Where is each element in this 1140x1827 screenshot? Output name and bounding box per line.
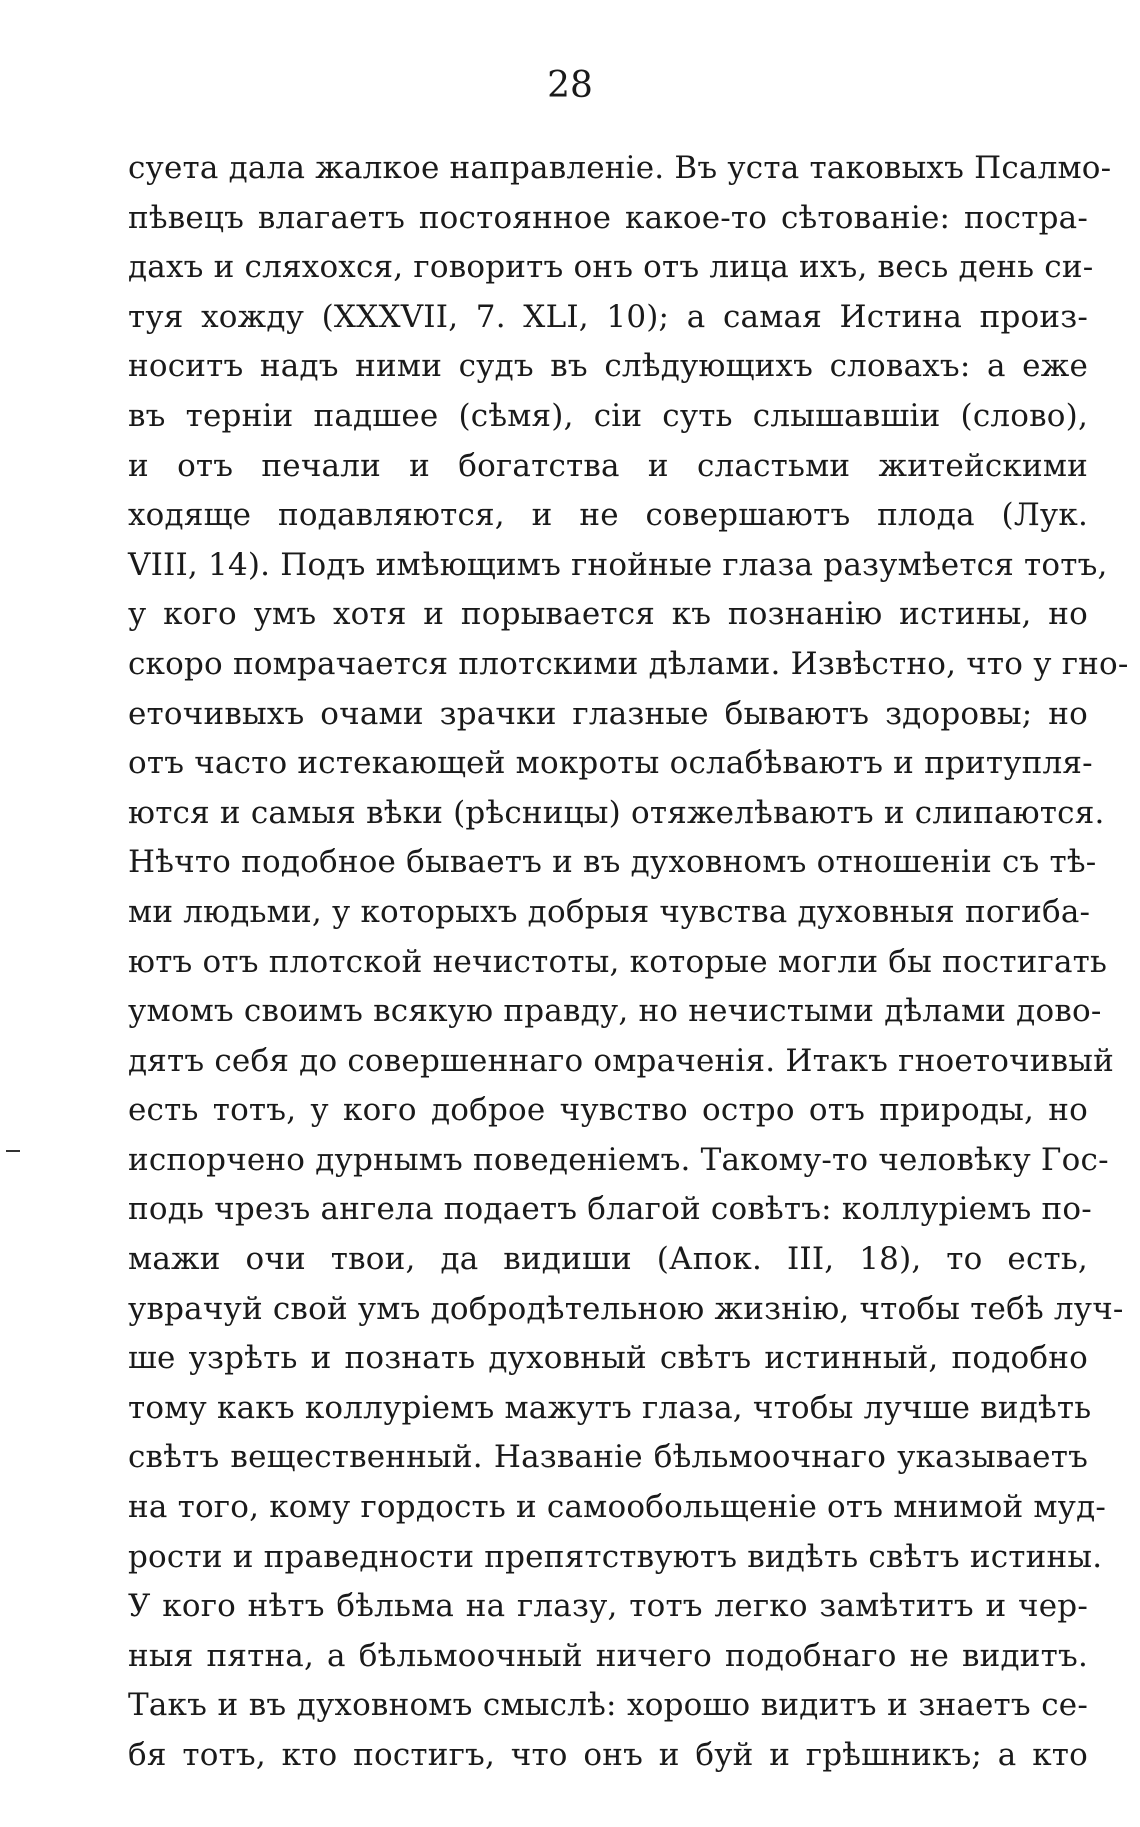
text-line: отъ часто истекающей мокроты ослабѣваютъ и притупля- — [128, 745, 1093, 782]
page-number: 28 — [547, 65, 593, 106]
text-line: еточивыхъ очами зрачки глазные бываютъ здоровы; но — [128, 695, 1088, 732]
text-line: свѣтъ вещественный. Названіе бѣльмоочнаго указываетъ — [128, 1439, 1088, 1476]
text-line: дятъ себя до совершеннаго омраченія. Итакъ гноеточивый — [128, 1042, 1115, 1079]
text-line: рости и праведности препятствуютъ видѣть свѣтъ истины. — [128, 1538, 1103, 1575]
text-line: и отъ печали и богатства и сластьми житейскими — [128, 447, 1088, 484]
text-line: ютъ отъ плотской нечистоты, которые могли бы постигать — [128, 943, 1108, 980]
text-line: ныя пятна, а бѣльмоочный ничего подобнаго не видитъ. — [128, 1637, 1088, 1674]
text-line: умомъ своимъ всякую правду, но нечистыми дѣлами дово- — [128, 993, 1102, 1030]
text-line: подь чрезъ ангела подаетъ благой совѣтъ: коллуріемъ по- — [128, 1191, 1092, 1228]
text-line: ше узрѣть и познать духовный свѣтъ истинный, подобно — [128, 1340, 1088, 1377]
text-line: у кого умъ хотя и порывается къ познанію истины, но — [128, 596, 1088, 633]
text-line: есть тотъ, у кого доброе чувство остро отъ природы, но — [128, 1092, 1088, 1129]
text-line: пѣвецъ влагаетъ постоянное какое-то сѣтованіе: пострa- — [128, 199, 1088, 236]
text-line: бя тотъ, кто постигъ, что онъ и буй и грѣшникъ; а кто — [128, 1737, 1088, 1773]
text-line: Нѣчто подобное бываетъ и въ духовномъ отношеніи съ тѣ- — [128, 844, 1097, 881]
text-line: испорчено дурнымъ поведеніемъ. Такому-то человѣку Гос- — [128, 1141, 1109, 1178]
text-line: туя хожду (XXXVII, 7. XLI, 10); а самая Истина произ- — [128, 298, 1088, 335]
text-line: У кого нѣтъ бѣльма на глазу, тотъ легко замѣтитъ и чер- — [128, 1588, 1088, 1625]
text-line: суета дала жалкое направленіе. Въ уста таковыхъ Псалмо- — [128, 150, 1112, 186]
text-line: VIII, 14). Подъ имѣющимъ гнойные глаза разумѣется тотъ, — [128, 546, 1108, 583]
text-line: ми людьми, у которыхъ добрыя чувства духовныя погиба- — [128, 893, 1091, 930]
text-line: тому какъ коллуріемъ мажутъ глаза, чтобы лучше видѣть — [128, 1389, 1092, 1426]
text-line: ются и самыя вѣки (рѣсницы) отяжелѣваютъ и слипаются. — [128, 794, 1105, 831]
text-line: уврачуй свой умъ добродѣтельною жизнію, чтобы тебѣ луч- — [128, 1290, 1124, 1327]
text-line: скоро помрачается плотскими дѣлами. Извѣстно, что у гно- — [128, 645, 1129, 682]
text-line: въ терніи падшее (сѣмя), сіи суть слышавшіи (слово), — [128, 397, 1088, 434]
text-line: ходяще подавляются, и не совершаютъ плода (Лук. — [128, 497, 1088, 534]
text-line: мажи очи твои, да видиши (Апок. III, 18), то есть, — [128, 1241, 1088, 1278]
text-line: носитъ надъ ними судъ въ слѣдующихъ словахъ: а еже — [128, 348, 1088, 385]
margin-mark — [6, 1150, 20, 1152]
text-line: Такъ и въ духовномъ смыслѣ: хорошо видитъ и знаетъ се- — [128, 1687, 1088, 1724]
body-text — [128, 144, 1129, 1781]
text-line: дахъ и сляхохся, говоритъ онъ отъ лица ихъ, весь день си- — [128, 249, 1094, 286]
text-line: на того, кому гордость и самообольщеніе отъ мнимой муд- — [128, 1489, 1107, 1526]
